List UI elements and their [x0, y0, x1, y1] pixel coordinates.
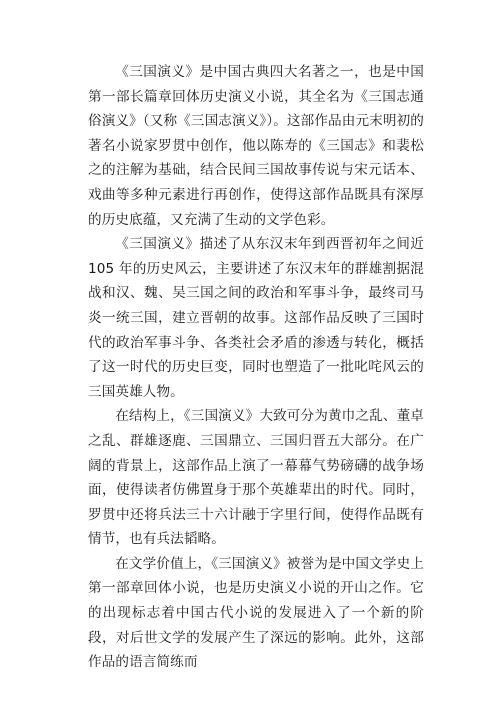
- article-body: [88, 60, 424, 675]
- paragraph-intro: 《三国演义》是中国古典四大名著之一，也是中国第一部长篇章回体历史演义小说，其全名为《三国志通俗演义》（又称《三国志演义》）。这部作品由元末明初的著名小说家罗贯中创作，他以陈寿的《三国志》和裴松之的注解为基础，结合民间三国故事传说与宋元话本、戏曲等多种元素进行再创作，使得这部作品既具有深厚的历史底蕴，又充满了生动的文学色彩。: [88, 64, 424, 228]
- paragraph-literary-value: 在文学价值上，《三国演义》被誉为是中国文学史上第一部章回体小说，也是历史演义小说的开山之作。它的出现标志着中国古代小说的发展进入了一个新的阶段，对后世文学的发展产生了深远的影响。此外，这部作品的语言简练而: [88, 555, 424, 671]
- paragraph-plot: 《三国演义》描述了从东汉末年到西晋初年之间近 105 年的历史风云，主要讲述了东汉末年的群雄割据混战和汉、魏、吴三国之间的政治和军事斗争，最终司马炎一统三国，建立晋朝的故事。这部作品反映了三国时代的政治军事斗争、各类社会矛盾的渗透与转化，概括了这一时代的历史巨变，同时也塑造了一批叱咤风云的三国英雄人物。: [88, 236, 424, 400]
- paragraph-structure: 在结构上，《三国演义》大致可分为黄巾之乱、董卓之乱、群雄逐鹿、三国鼎立、三国归晋五大部分。在广阔的背景上，这部作品上演了一幕幕气势磅礴的战争场面，使得读者仿佛置身于那个英雄辈出的时代。同时，罗贯中还将兵法三十六计融于字里行间，使得作品既有情节，也有兵法韬略。: [88, 408, 424, 548]
